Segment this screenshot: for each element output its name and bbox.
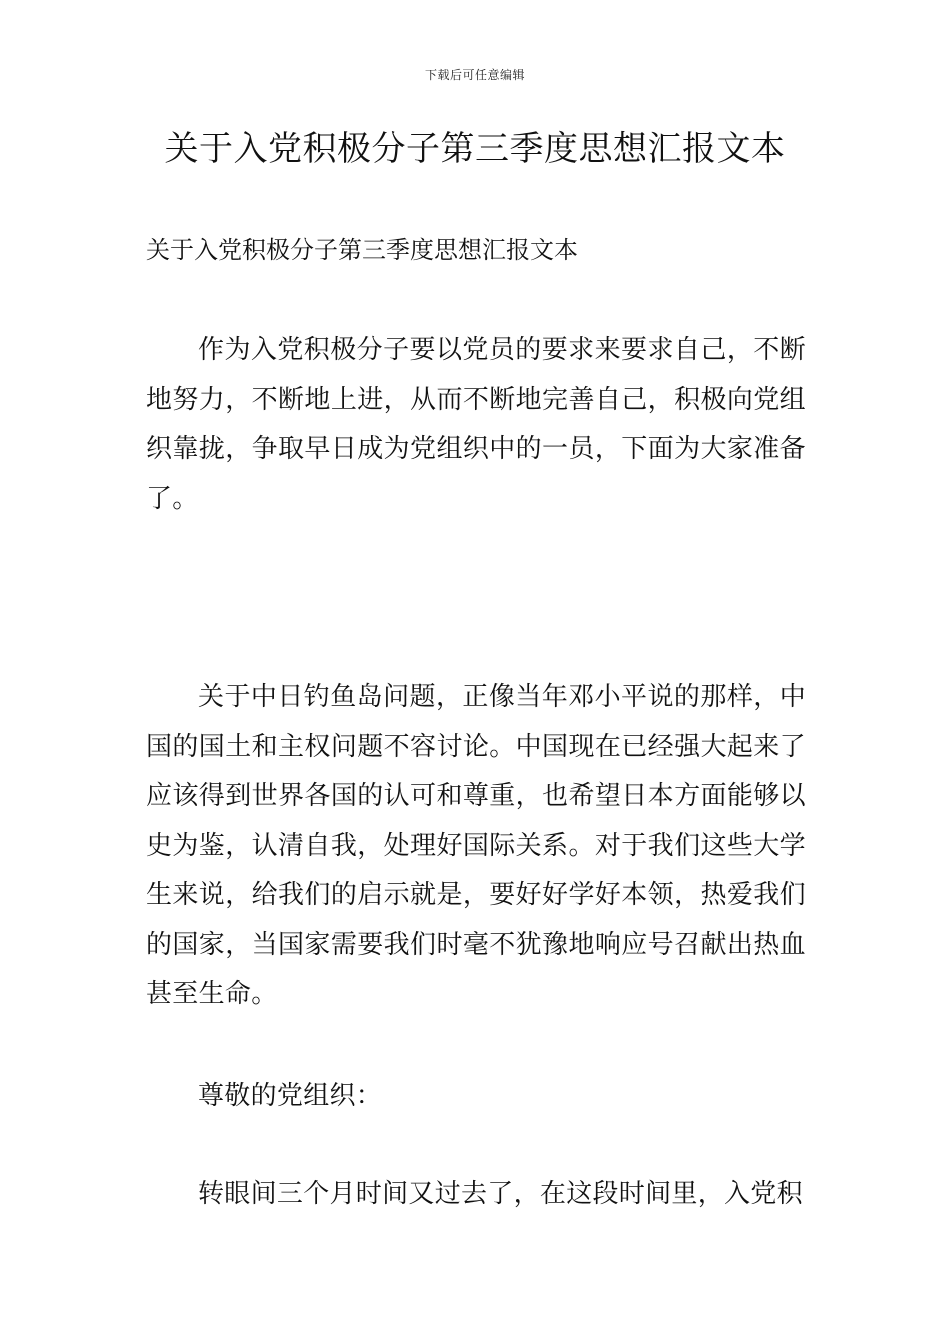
paragraph-intro: 作为入党积极分子要以党员的要求来要求自己，不断地努力，不断地上进，从而不断地完善自己，积极向党组织靠拢，争取早日成为党组织中的一员，下面为大家准备了。 [146,335,806,514]
paragraph-salutation: 尊敬的党组织： [198,1081,383,1111]
header-note: 下载后可任意编辑 [424,68,525,82]
paragraph-diaoyu-islands: 关于中日钓鱼岛问题，正像当年邓小平说的那样，中国的国土和主权问题不容讨论。中国现在已经强大起来了应该得到世界各国的认可和尊重，也希望日本方面能够以史为鉴，认清自我，处理好国际关系。对于我们这些大学生来说，给我们的启示就是，要好好学好本领，热爱我们的国家，当国家需要我们时毫不犹豫地响应号召献出热血甚至生命。 [146,682,806,1009]
document-subtitle: 关于入党积极分子第三季度思想汇报文本 [146,236,578,264]
document-title: 关于入党积极分子第三季度思想汇报文本 [164,129,786,169]
paragraph-body-start: 转眼间三个月时间又过去了，在这段时间里，入党积 [198,1179,803,1209]
